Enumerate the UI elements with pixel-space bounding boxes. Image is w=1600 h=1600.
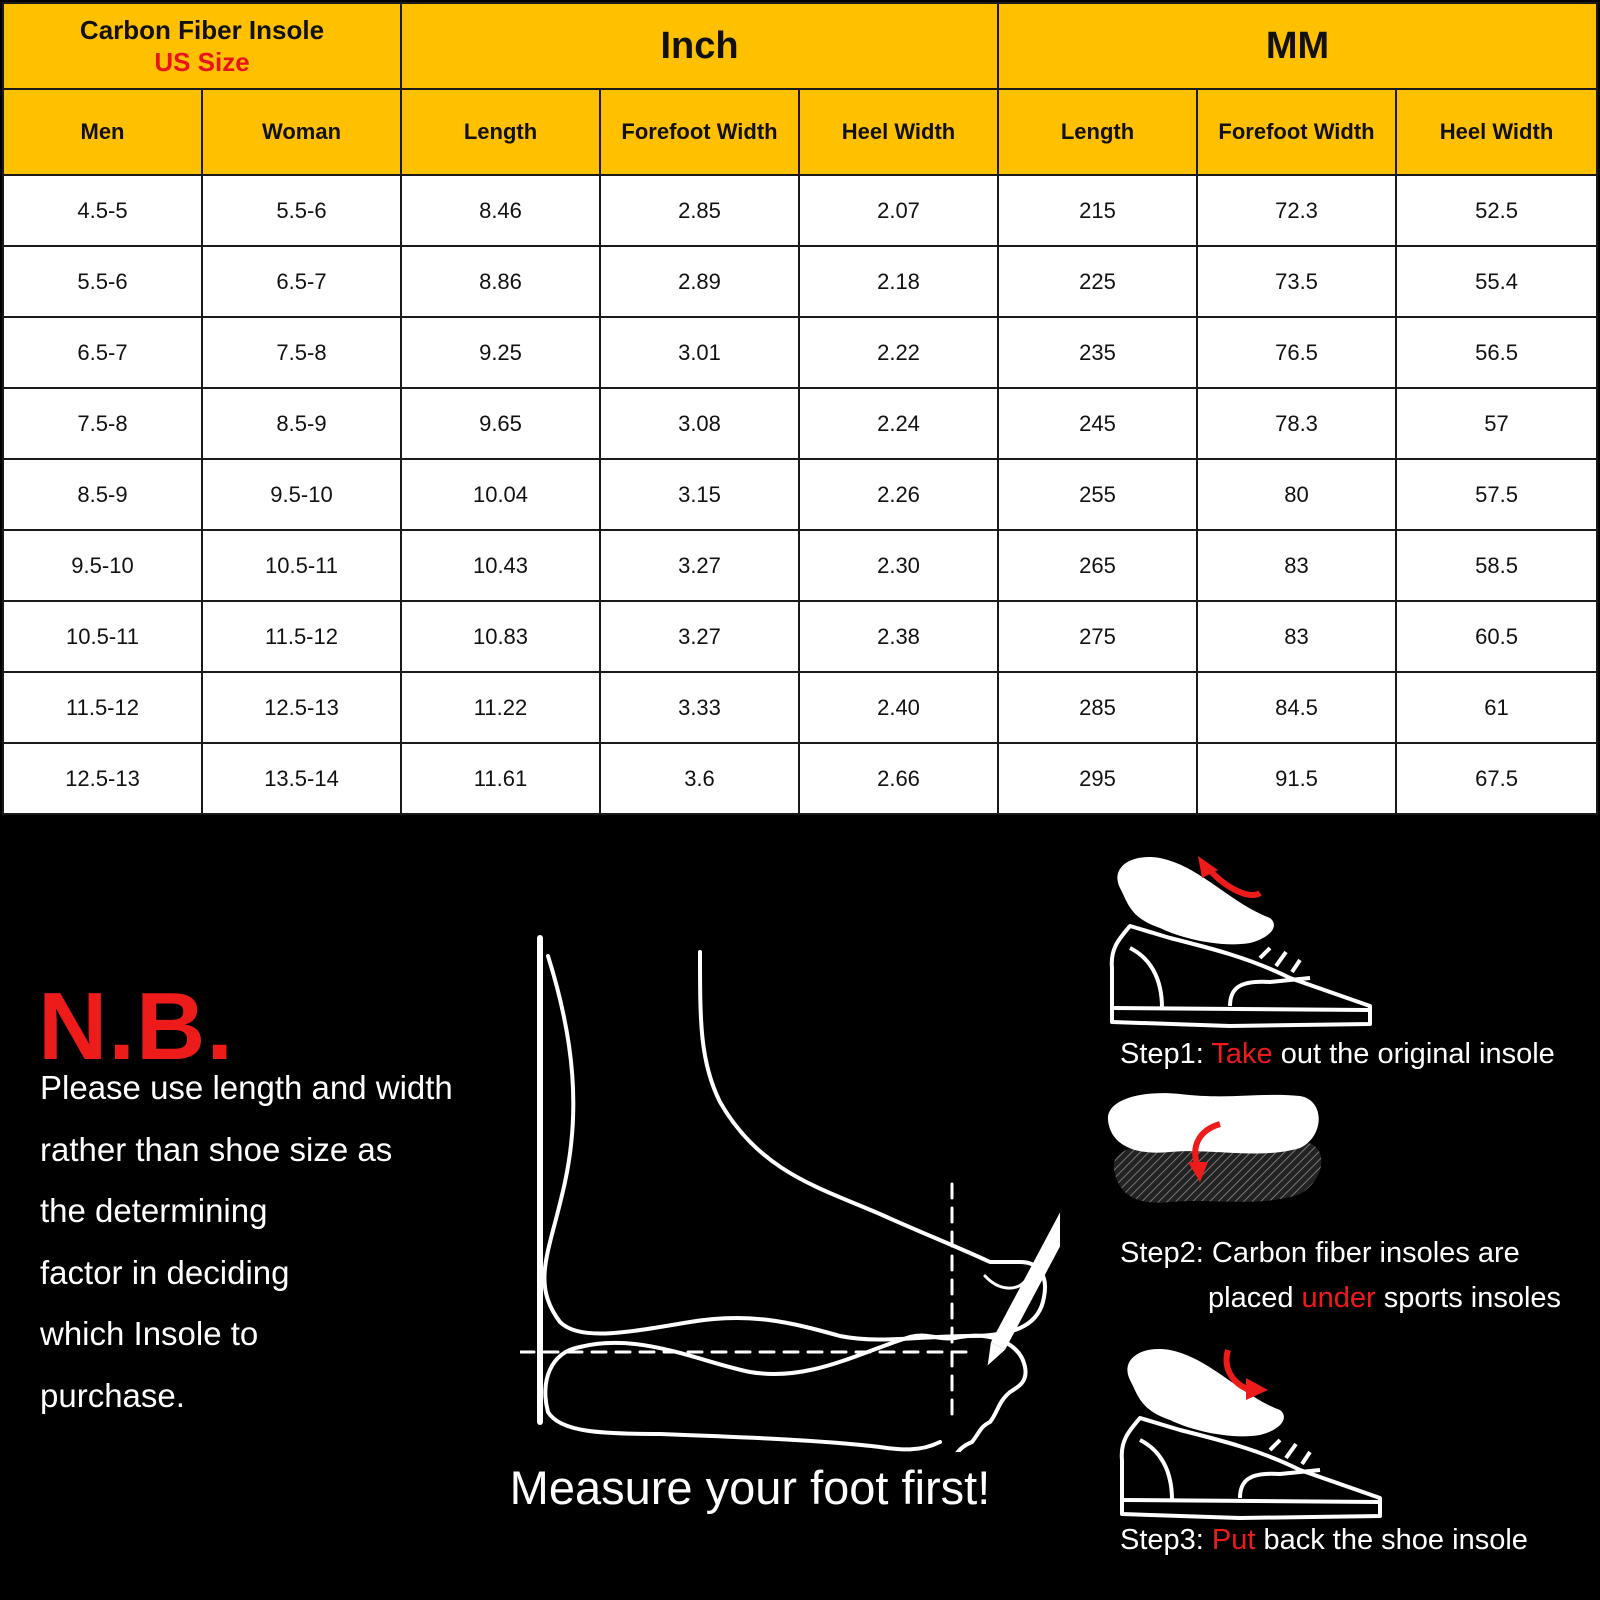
table-cell: 255: [998, 459, 1197, 530]
step-1-prefix: Step1:: [1120, 1038, 1212, 1070]
table-cell: 10.04: [401, 459, 600, 530]
table-cell: 3.01: [600, 317, 799, 388]
shoe-remove-insole-icon: [1100, 848, 1400, 1028]
table-cell: 265: [998, 530, 1197, 601]
table-cell: 2.07: [799, 175, 998, 246]
table-cell: 12.5-13: [202, 672, 401, 743]
table-cell: 285: [998, 672, 1197, 743]
table-cell: 73.5: [1197, 246, 1396, 317]
shoe-insert-insole-icon: [1110, 1340, 1410, 1520]
table-cell: 83: [1197, 530, 1396, 601]
col-inch-length: Length: [401, 89, 600, 175]
table-cell: 4.5-5: [3, 175, 202, 246]
table-cell: 3.27: [600, 530, 799, 601]
table-row: [3, 530, 1597, 601]
table-cell: 3.15: [600, 459, 799, 530]
nb-line: the determining: [40, 1192, 268, 1229]
step-2-prefix2: placed: [1208, 1282, 1302, 1314]
table-cell: 12.5-13: [3, 743, 202, 814]
table-cell: 57: [1396, 388, 1597, 459]
nb-line: purchase.: [40, 1376, 185, 1414]
table-cell: 11.22: [401, 672, 600, 743]
table-cell: 9.5-10: [202, 459, 401, 530]
col-mm-forefoot-width: Forefoot Width: [1197, 89, 1396, 175]
table-row: [3, 317, 1597, 388]
table-cell: 55.4: [1396, 246, 1597, 317]
table-cell: 9.25: [401, 317, 600, 388]
table-cell: 9.65: [401, 388, 600, 459]
note-panel: [0, 832, 1600, 1600]
table-cell: 76.5: [1197, 317, 1396, 388]
step-3-highlight: Put: [1211, 1524, 1256, 1556]
table-cell: 2.85: [600, 175, 799, 246]
step-2-highlight: under: [1301, 1282, 1376, 1314]
table-cell: 7.5-8: [202, 317, 401, 388]
table-cell: 60.5: [1396, 601, 1597, 672]
table-row: [3, 672, 1597, 743]
table-cell: 5.5-6: [3, 246, 202, 317]
table-cell: 83: [1197, 601, 1396, 672]
table-cell: 235: [998, 317, 1197, 388]
table-cell: 2.26: [799, 459, 998, 530]
table-cell: 8.5-9: [202, 388, 401, 459]
table-cell: 2.30: [799, 530, 998, 601]
col-mm-heel-width: Heel Width: [1396, 89, 1597, 175]
measure-caption: Measure your foot first!: [509, 1461, 991, 1514]
us-size-subtitle: US Size: [154, 47, 250, 77]
col-inch-heel-width: Heel Width: [799, 89, 998, 175]
table-cell: 2.18: [799, 246, 998, 317]
table-cell: 7.5-8: [3, 388, 202, 459]
step-1-suffix: out the original insole: [1272, 1038, 1555, 1070]
table-cell: 2.89: [600, 246, 799, 317]
table-cell: 8.46: [401, 175, 600, 246]
col-inch-forefoot-width: Forefoot Width: [600, 89, 799, 175]
group-header-row: [3, 3, 1597, 89]
table-cell: 3.6: [600, 743, 799, 814]
step-1-text: [1120, 1038, 1555, 1071]
step-3-suffix: back the shoe insole: [1255, 1524, 1528, 1556]
us-size-group-header: [3, 3, 401, 89]
table-cell: 11.5-12: [202, 601, 401, 672]
table-cell: 3.33: [600, 672, 799, 743]
col-mm-length: Length: [998, 89, 1197, 175]
step-3-prefix: Step3:: [1120, 1524, 1212, 1556]
table-cell: 10.43: [401, 530, 600, 601]
nb-line: rather than shoe size as: [40, 1130, 393, 1168]
table-cell: 275: [998, 601, 1197, 672]
step-1-highlight: Take: [1211, 1038, 1273, 1070]
table-cell: 6.5-7: [3, 317, 202, 388]
table-cell: 11.61: [401, 743, 600, 814]
nb-text: [40, 1057, 520, 1426]
table-cell: 2.40: [799, 672, 998, 743]
table-cell: 2.22: [799, 317, 998, 388]
table-row: [3, 175, 1597, 246]
table-row: [3, 743, 1597, 814]
table-row: [3, 246, 1597, 317]
inch-group-header: Inch: [401, 3, 998, 89]
table-cell: 11.5-12: [3, 672, 202, 743]
table-cell: 80: [1197, 459, 1396, 530]
table-row: [3, 601, 1597, 672]
table-cell: 8.5-9: [3, 459, 202, 530]
col-woman: Woman: [202, 89, 401, 175]
table-cell: 10.5-11: [202, 530, 401, 601]
nb-line: Please use length and width: [40, 1069, 453, 1106]
us-size-title: Carbon Fiber Insole: [79, 15, 325, 45]
step-2-suffix: sports insoles: [1375, 1282, 1562, 1314]
table-row: [3, 459, 1597, 530]
table-cell: 67.5: [1396, 743, 1597, 814]
nb-title: N.B.: [38, 973, 234, 1080]
insole-stack-icon: [1100, 1090, 1340, 1230]
nb-line: which Insole to: [40, 1315, 259, 1352]
table-cell: 84.5: [1197, 672, 1396, 743]
step-2-text-line2: [1208, 1282, 1561, 1315]
table-cell: 3.08: [600, 388, 799, 459]
mm-group-header: MM: [998, 3, 1597, 89]
table-cell: 10.83: [401, 601, 600, 672]
table-cell: 6.5-7: [202, 246, 401, 317]
table-cell: 295: [998, 743, 1197, 814]
table-body: [3, 175, 1597, 814]
column-header-row: [3, 89, 1597, 175]
table-cell: 72.3: [1197, 175, 1396, 246]
table-cell: 52.5: [1396, 175, 1597, 246]
table-row: [3, 388, 1597, 459]
table-cell: 10.5-11: [3, 601, 202, 672]
table-cell: 5.5-6: [202, 175, 401, 246]
table-cell: 57.5: [1396, 459, 1597, 530]
table-cell: 225: [998, 246, 1197, 317]
table-cell: 91.5: [1197, 743, 1396, 814]
table-cell: 2.66: [799, 743, 998, 814]
table-cell: 8.86: [401, 246, 600, 317]
col-men: Men: [3, 89, 202, 175]
table-cell: 61: [1396, 672, 1597, 743]
table-cell: 13.5-14: [202, 743, 401, 814]
table-cell: 56.5: [1396, 317, 1597, 388]
table-cell: 245: [998, 388, 1197, 459]
table-cell: 215: [998, 175, 1197, 246]
nb-line: factor in deciding: [40, 1253, 290, 1291]
table-cell: 3.27: [600, 601, 799, 672]
table-cell: 78.3: [1197, 388, 1396, 459]
table-cell: 9.5-10: [3, 530, 202, 601]
table-cell: 2.38: [799, 601, 998, 672]
size-chart-table: [2, 2, 1598, 815]
step-2-text: Step2: Carbon fiber insoles are: [1120, 1237, 1520, 1269]
table-cell: 2.24: [799, 388, 998, 459]
step-3-text: [1120, 1524, 1528, 1557]
table-cell: 58.5: [1396, 530, 1597, 601]
foot-measure-diagram-icon: [520, 932, 1060, 1452]
